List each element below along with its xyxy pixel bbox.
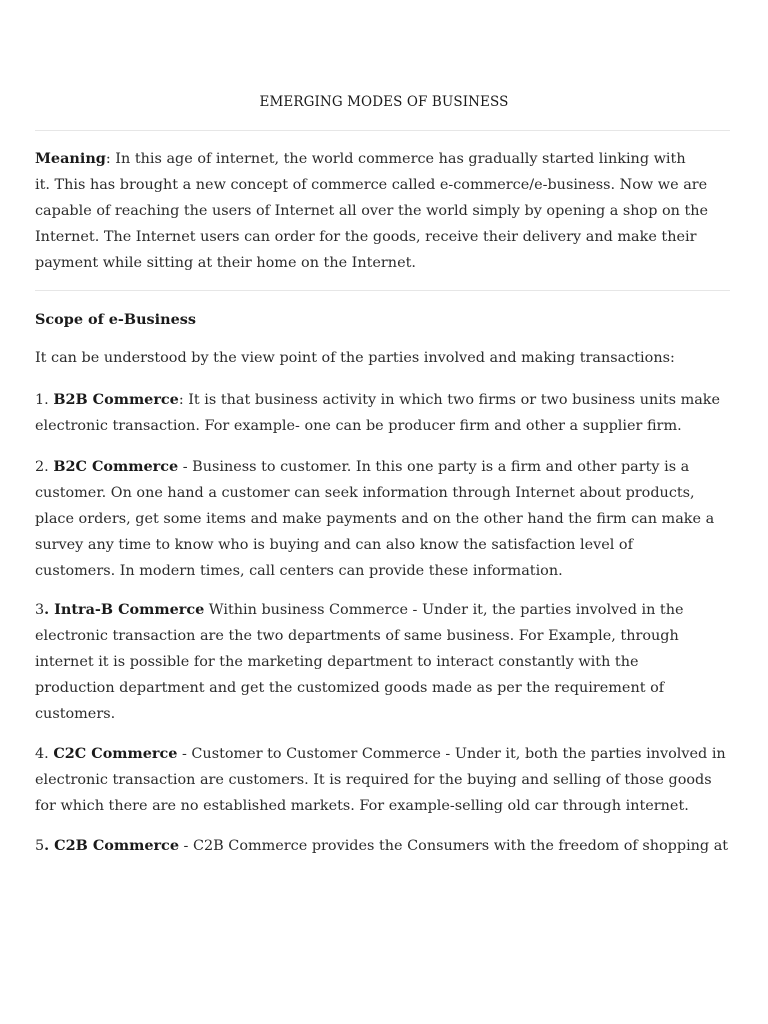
item-text: production department and get the customized goods made as per the requirement of: [35, 679, 665, 696]
meaning-label: Meaning: [35, 150, 106, 167]
item-label: . C2B Commerce: [44, 837, 179, 854]
item-text: : It is that business activity in which two firms or two business units make: [178, 392, 721, 408]
item-text: - C2B Commerce provides the Consumers with the freedom of shopping at: [178, 838, 729, 854]
item-text: electronic transaction are customers. It is required for the buying and selling of those goods: [35, 771, 712, 788]
list-item: [35, 833, 730, 860]
item-text: customer. On one hand a customer can seek information through Internet about products,: [35, 484, 695, 501]
list-item: [35, 741, 730, 820]
item-text: electronic transaction. For example- one can be producer firm and other a supplier firm.: [35, 417, 682, 434]
item-label: B2B Commerce: [53, 391, 179, 408]
item-text: - Business to customer. In this one party is a firm and other party is a: [178, 459, 690, 475]
scope-heading-block: [35, 307, 730, 334]
scope-heading: Scope of e-Business: [35, 311, 196, 328]
item-text: Within business Commerce - Under it, the parties involved in the: [204, 602, 684, 618]
item-text: electronic transaction are the two departments of same business. For Example, through: [35, 627, 679, 644]
item-label: C2C Commerce: [53, 745, 178, 762]
item-text: place orders, get some items and make payments and on the other hand the firm can make a: [35, 510, 715, 527]
divider: [35, 130, 730, 131]
divider: [35, 290, 730, 291]
scope-intro-block: [35, 346, 730, 372]
item-number: 4.: [35, 746, 54, 762]
meaning-line: payment while sitting at their home on the Internet.: [35, 254, 416, 271]
item-number: 2.: [35, 459, 54, 475]
item-text: customers.: [35, 705, 116, 722]
item-number: 5: [35, 838, 45, 854]
item-text: for which there are no established markets. For example-selling old car through internet.: [35, 797, 689, 814]
item-text: survey any time to know who is buying and can also know the satisfaction level of: [35, 536, 633, 553]
list-item: [35, 597, 730, 728]
item-text: internet it is possible for the marketing department to interact constantly with the: [35, 653, 639, 670]
meaning-paragraph: [35, 146, 730, 277]
meaning-line: Internet. The Internet users can order for the goods, receive their delivery and make their: [35, 228, 697, 245]
list-item: [35, 387, 730, 440]
meaning-line: it. This has brought a new concept of commerce called e-commerce/e-business. Now we are: [35, 176, 708, 193]
meaning-line: : In this age of internet, the world commerce has gradually started linking with: [105, 151, 686, 167]
item-number: 1.: [35, 392, 54, 408]
item-text: - Customer to Customer Commerce - Under it, both the parties involved in: [177, 746, 726, 762]
item-label: B2C Commerce: [53, 458, 179, 475]
list-item: [35, 454, 730, 585]
item-text: customers. In modern times, call centers can provide these information.: [35, 562, 563, 579]
scope-intro: It can be understood by the view point of the parties involved and making transactions:: [35, 350, 675, 366]
page-title: EMERGING MODES OF BUSINESS: [259, 94, 509, 110]
meaning-line: capable of reaching the users of Internet all over the world simply by opening a shop on the: [35, 202, 709, 219]
item-number: 3: [35, 602, 45, 618]
item-label: . Intra-B Commerce: [44, 601, 205, 618]
